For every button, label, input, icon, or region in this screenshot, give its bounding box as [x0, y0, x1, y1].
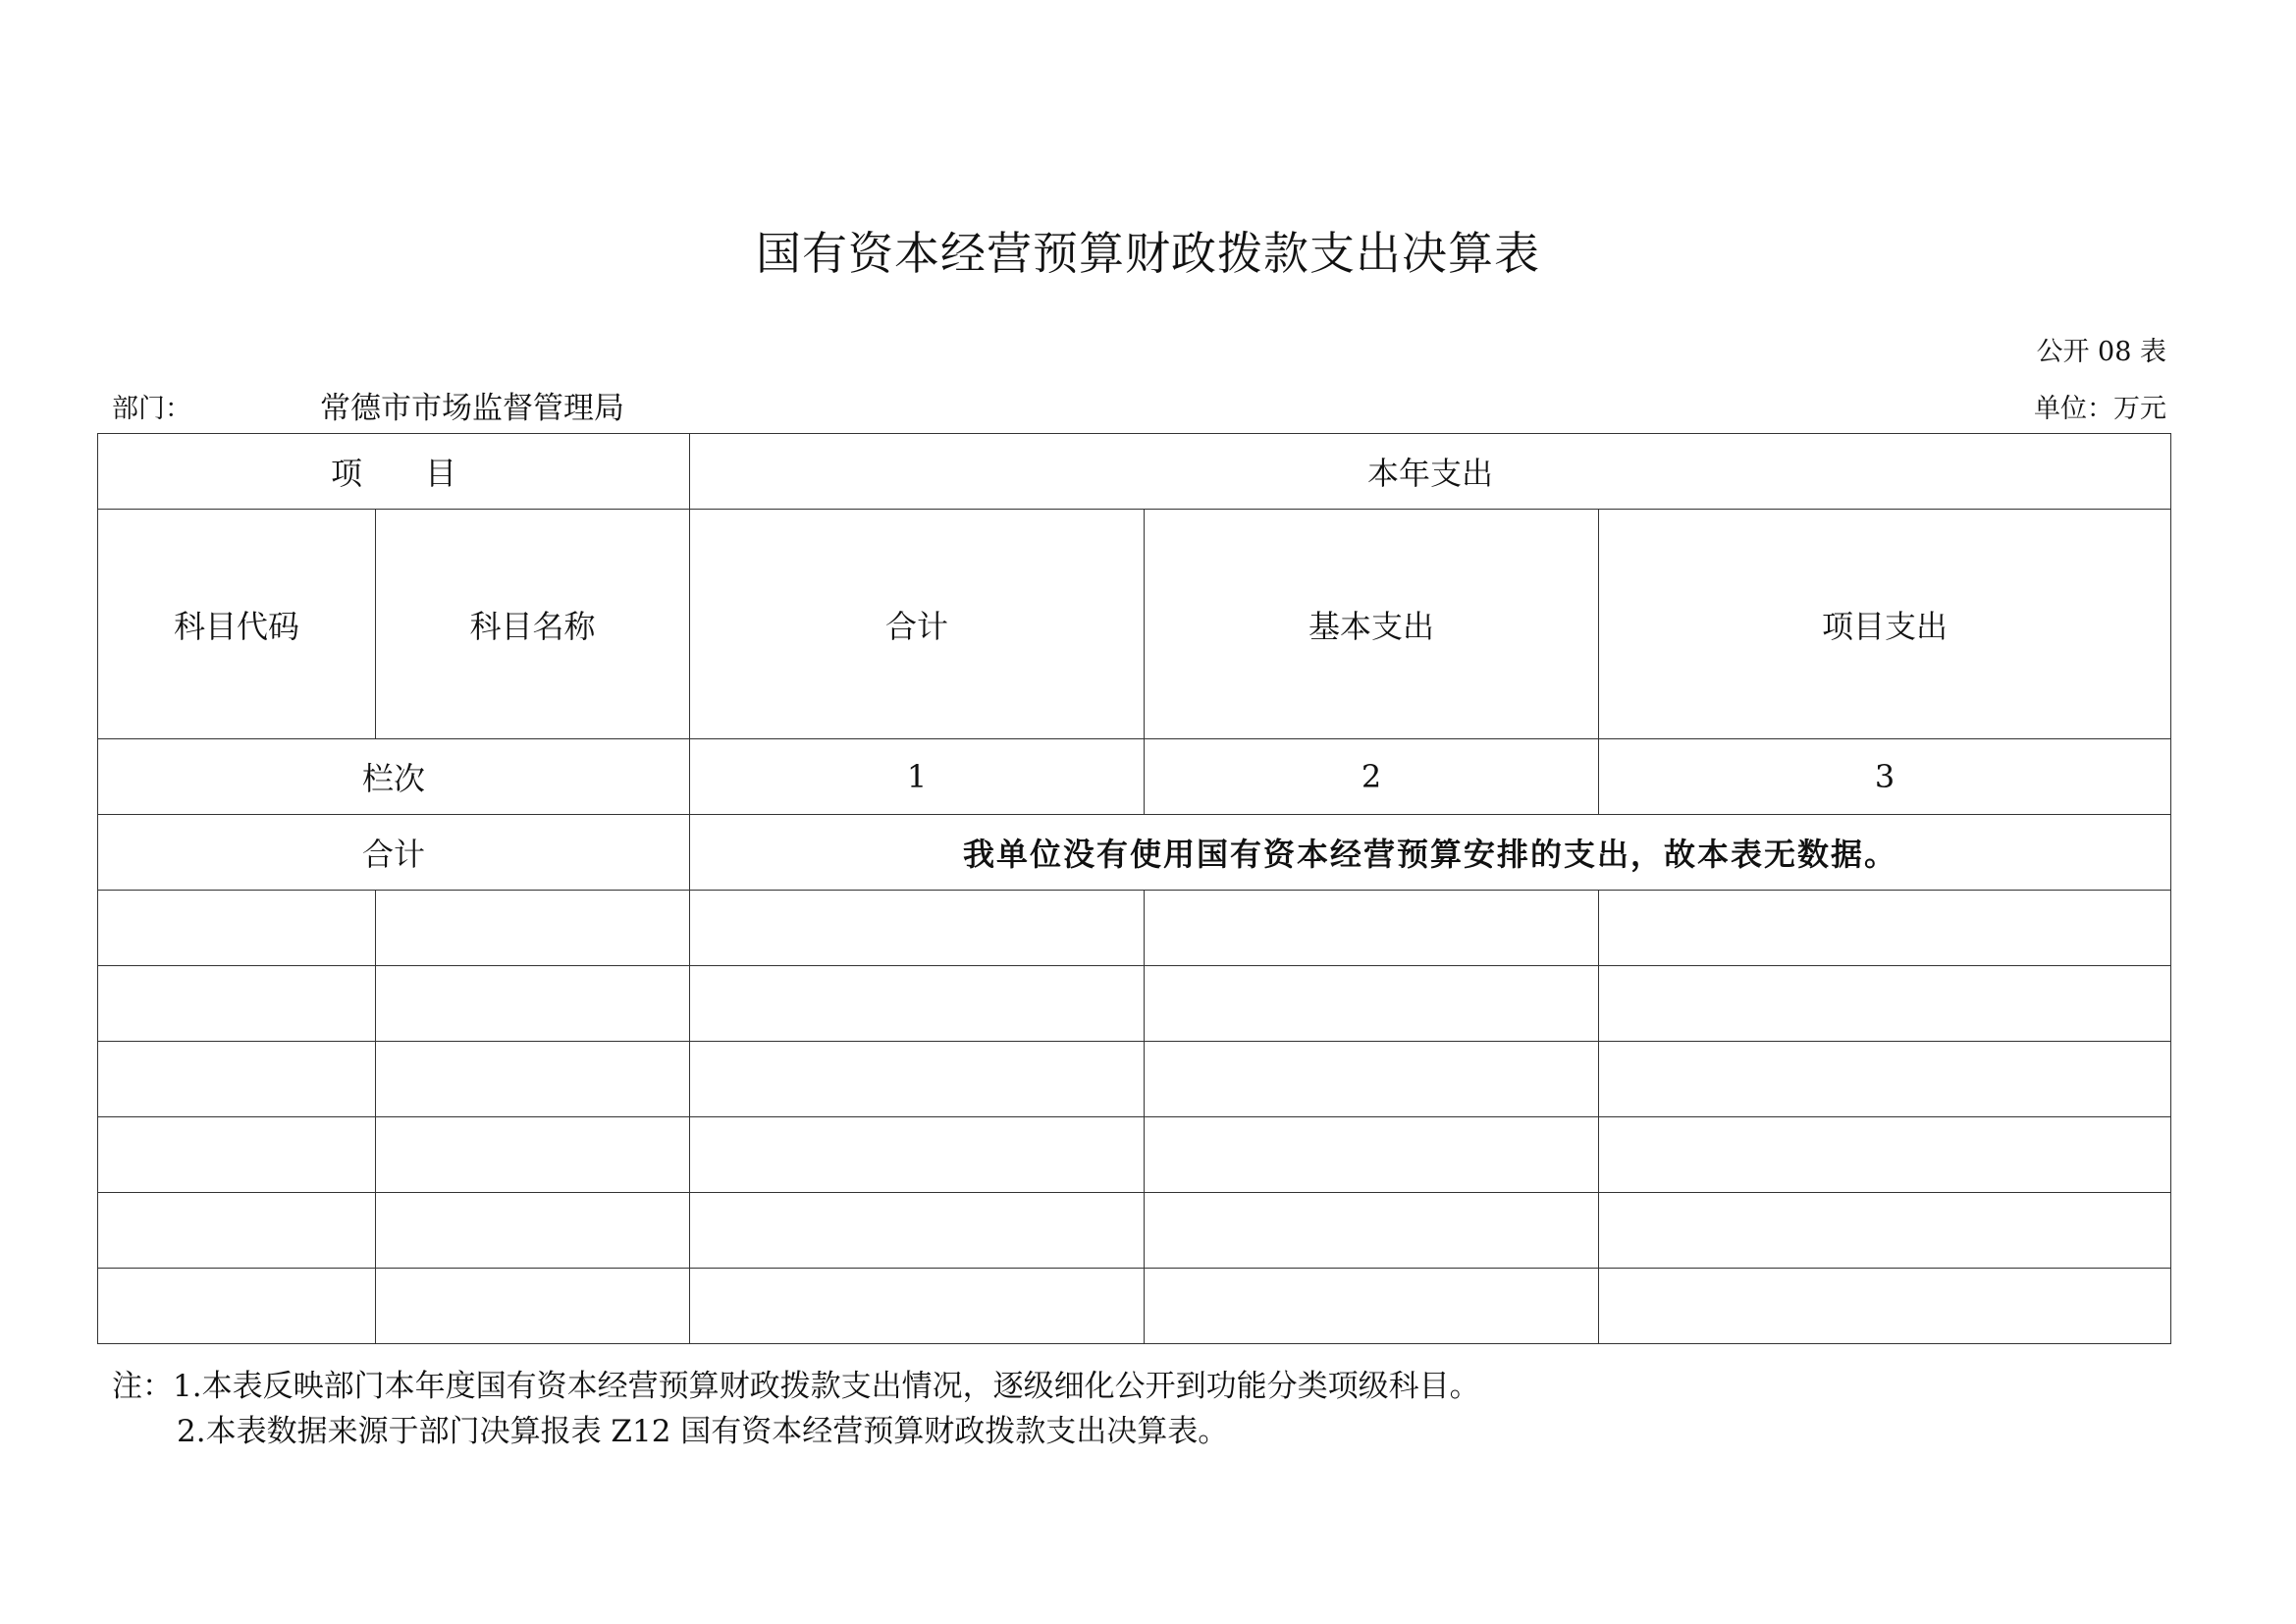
table-row [98, 1042, 2171, 1117]
table-cell [1599, 966, 2171, 1042]
col-basic-expense: 基本支出 [1145, 510, 1599, 739]
table-cell [98, 1193, 376, 1269]
column-number-row [98, 739, 2171, 815]
header-row-1 [98, 434, 2171, 510]
table-cell [1145, 1117, 1599, 1193]
column-number: 1 [690, 739, 1145, 815]
unit-label: 单位：万元 [2034, 394, 2166, 424]
page-title: 国有资本经营预算财政拨款支出决算表 [756, 227, 1540, 280]
department-label: 部门： [112, 394, 191, 424]
table-cell [376, 1042, 690, 1117]
col-subject-name: 科目名称 [376, 510, 690, 739]
department-value: 常德市市场监督管理局 [320, 391, 624, 426]
total-label: 合计 [98, 815, 690, 891]
table-cell [98, 966, 376, 1042]
table-row [98, 1269, 2171, 1344]
table-cell [98, 1042, 376, 1117]
table-row [98, 966, 2171, 1042]
col-subject-code: 科目代码 [98, 510, 376, 739]
table-row [98, 891, 2171, 966]
table-cell [1145, 1269, 1599, 1344]
table-cell [690, 1193, 1145, 1269]
table-cell [690, 1117, 1145, 1193]
table-cell [690, 1042, 1145, 1117]
table-row [98, 1193, 2171, 1269]
table-row [98, 1117, 2171, 1193]
table-cell [1145, 1042, 1599, 1117]
table-cell [690, 891, 1145, 966]
column-number: 2 [1145, 739, 1599, 815]
no-data-notice: 我单位没有使用国有资本经营预算安排的支出，故本表无数据。 [690, 815, 2171, 891]
table-cell [1145, 891, 1599, 966]
table-number: 公开 08 表 [2036, 337, 2166, 367]
col-project-expense: 项目支出 [1599, 510, 2171, 739]
table-cell [690, 1269, 1145, 1344]
total-row [98, 815, 2171, 891]
table-cell [1599, 1269, 2171, 1344]
table-cell [376, 1117, 690, 1193]
header-item: 项 目 [98, 434, 690, 510]
table-cell [98, 1117, 376, 1193]
column-number-label: 栏次 [98, 739, 690, 815]
column-number: 3 [1599, 739, 2171, 815]
table-cell [1599, 891, 2171, 966]
footnote-1: 注：1.本表反映部门本年度国有资本经营预算财政拨款支出情况，逐级细化公开到功能分类项级科目。 [112, 1369, 1480, 1404]
table-cell [376, 1193, 690, 1269]
table-cell [1145, 1193, 1599, 1269]
table-cell [1599, 1042, 2171, 1117]
table-cell [1599, 1117, 2171, 1193]
table-cell [98, 1269, 376, 1344]
header-row-2 [98, 510, 2171, 739]
table-cell [98, 891, 376, 966]
table-cell [376, 966, 690, 1042]
table-cell [690, 966, 1145, 1042]
table-cell [1599, 1193, 2171, 1269]
header-expense: 本年支出 [690, 434, 2171, 510]
expenditure-table [97, 433, 2171, 1344]
footnote-2: 2.本表数据来源于部门决算报表 Z12 国有资本经营预算财政拨款支出决算表。 [177, 1414, 1229, 1449]
table-cell [376, 1269, 690, 1344]
table-cell [376, 891, 690, 966]
col-total: 合计 [690, 510, 1145, 739]
table-cell [1145, 966, 1599, 1042]
